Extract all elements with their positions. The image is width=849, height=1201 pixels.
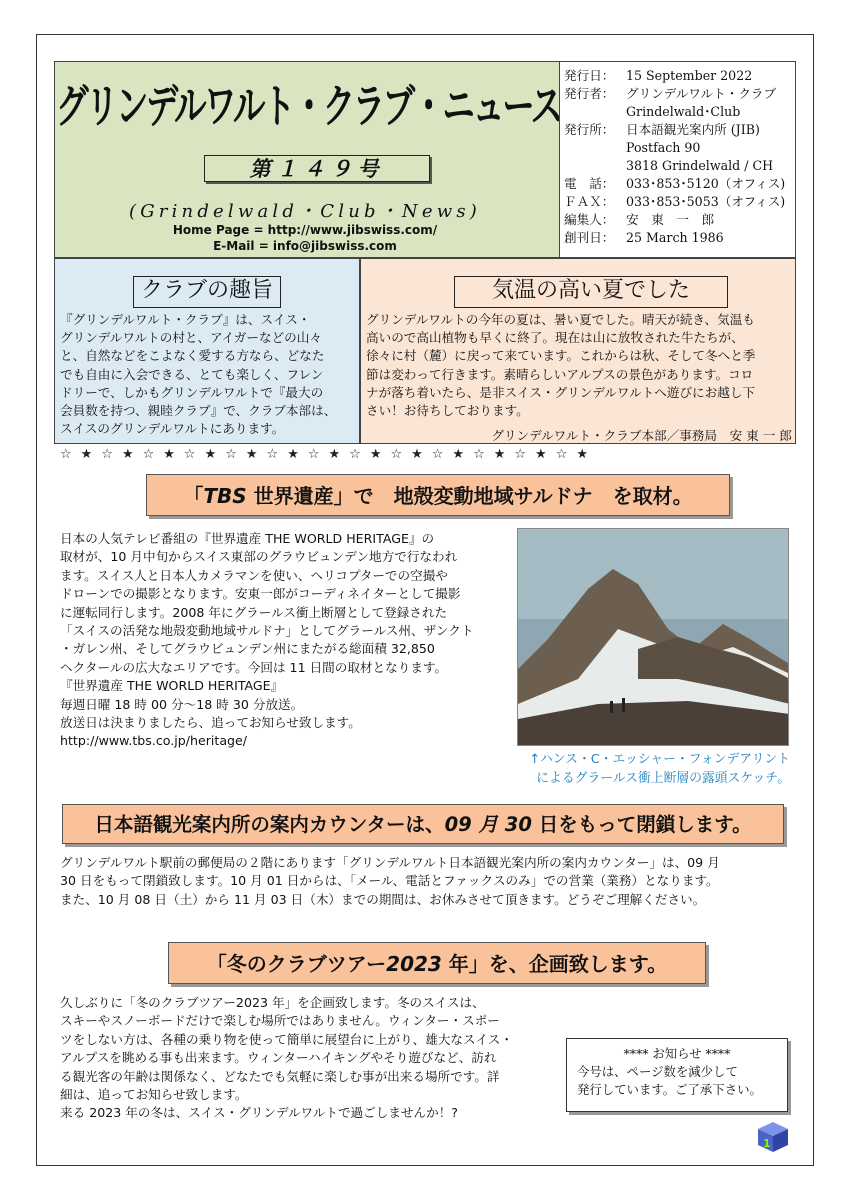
email-link[interactable]: E-Mail = info@jibswiss.com — [213, 239, 397, 253]
tour-banner: 「冬のクラブツアー2023 年」を、企画致します。 — [168, 942, 706, 984]
club-purpose-title: クラブの趣旨 — [133, 276, 281, 308]
tbs-link[interactable]: http://www.tbs.co.jp/heritage/ — [60, 733, 248, 749]
summer-signature: グリンデルワルト・クラブ本部／事務局 安 東 一 郎 — [491, 428, 792, 443]
newsletter-subtitle: (Grindelwald・Club・News) — [128, 201, 482, 222]
star-divider: ☆★☆★☆★☆★☆★☆★☆★☆★☆★☆★☆★☆★☆★ — [60, 447, 598, 462]
closing-article: グリンデルワルト駅前の郵便局の２階にあります「グリンデルワルト日本語観光案内所の案内カウンター」は、09 月 30 日をもって閉鎖致します。10 月 01 日からは、「メール、電話とファックスのみ」での営業（業務）となります。 また、10 月 08 日（土）から 11 月 03 日（木）までの期間は、お休みさせて頂きます。どうぞご理解ください。 — [60, 855, 720, 907]
meta-row: Postfach 90 — [626, 140, 701, 155]
meta-row: 発行日： 15 September 2022 — [564, 68, 753, 83]
meta-row: 電 話： 033･853･5120（オフィス) — [564, 176, 786, 191]
publication-info — [559, 61, 796, 258]
meta-row: 発行所： 日本語観光案内所 (JIB) — [564, 122, 760, 137]
page-number: 1 — [763, 1137, 771, 1150]
meta-row: 編集人： 安 東 一 郎 — [564, 212, 715, 227]
club-purpose-text: 『グリンデルワルト・クラブ』は、スイス・ グリンデルワルトの村と、アイガーなどの山々 と、自然などをこよなく愛する方なら、どなた でも自由に入会できる、とても楽しく、フレン ドリーで、しかもグリンデルワルトで『最大の 会員数を持つ、親睦クラブ』で、クラブ本部は、 スイスのグリンデルワルトにあります。 — [60, 312, 337, 437]
tour-article: 久しぶりに「冬のクラブツアー2023 年」を企画致します。冬のスイスは、 スキーやスノーボードだけで楽しむ場所ではありません。ウィンター・スポー ツをしない方は、各種の乗り物を使って簡単に展望台に上がり、雄大なスイス・ アルプスを眺める事も出来ます。ウィンターハイキングやそり遊びなど、訪れ る観光客の年齢は関係なく、どなたでも気軽に楽しむ事が出来る場所です。詳 細は、追ってお知らせ致します。 来る 2023 年の冬は、スイス・グリンデルワルトで過ごしませんか！? — [60, 995, 513, 1121]
meta-row: ＦＡＸ： 033･853･5053（オフィス) — [564, 194, 786, 209]
meta-row: 発行者： グリンデルワルト・クラブ — [564, 86, 777, 101]
contact-links — [60, 222, 550, 254]
summer-news-title: 気温の高い夏でした — [454, 276, 728, 308]
meta-row: 3818 Grindelwald / CH — [626, 158, 774, 173]
meta-row: Grindelwald･Club — [626, 104, 741, 119]
closing-banner: 日本語観光案内所の案内カウンターは、09 月 30 日をもって閉鎖します。 — [62, 804, 784, 844]
notice-line: 発行しています。ご了承下さい。 — [577, 1082, 762, 1097]
notice-heading: **** お知らせ **** — [623, 1046, 731, 1061]
page-number-cube-icon — [756, 1120, 790, 1154]
meta-row: 創刊日： 25 March 1986 — [564, 230, 724, 245]
issue-number: 第１４９号 — [204, 155, 430, 182]
newsletter-title: グリンデルワルト・クラブ・ニュース — [56, 79, 561, 133]
mountain-sketch-image — [517, 528, 789, 746]
tbs-banner: 「TBS 世界遺産」で 地殻変動地域サルドナ を取材。 — [146, 474, 730, 516]
notice-box — [566, 1038, 788, 1112]
notice-line: 今号は、ページ数を減少して — [577, 1064, 738, 1079]
image-caption: ↑ハンス・C・エッシャー・フォンデアリント によるグラールス衝上断層の露頭スケッチ。 — [529, 752, 790, 786]
summer-news-text: グリンデルワルトの今年の夏は、暑い夏でした。晴天が続き、気温も 高いので高山植物も早くに終了。現在は山に放牧された牛たちが、 徐々に村（麓）に戻って来ています。これからは秋、そして冬へと季 節は変わって行きます。素晴らしいアルプスの景色があります。コロ ナが落ち着いたら、是非スイス・グリンデルワルトへ遊びにお越し下 さい！お待ちしております。 — [366, 312, 756, 419]
tbs-article: 日本の人気テレビ番組の『世界遺産 THE WORLD HERITAGE』の 取材が、10 月中旬からスイス東部のグラウビュンデン地方で行なわれ ます。スイス人と日本人カメラマンを使い、ヘリコプターでの空撮や ドローンでの撮影となります。安東一郎がコーディネイターとして撮影 に運転同行します。2008 年にグラールス衝上断層として登録された 「スイスの活発な地殻変動地域サルドナ」としてグラールス州、ザンクト ・ガレン州、そしてグラウビュンデン州にまたがる総面積 32,850 ヘクタールの広大なエリアです。今回は 11 日間の取材となります。 『世界遺産 THE WORLD HERITAGE』 毎週日曜 18 時 00 分～18 時 30 分放送。 放送日は決まりましたら、追ってお知らせ致します。 http://www.tbs.co.jp/heritage/ — [60, 530, 510, 751]
homepage-link[interactable]: Home Page = http://www.jibswiss.com/ — [172, 223, 438, 237]
